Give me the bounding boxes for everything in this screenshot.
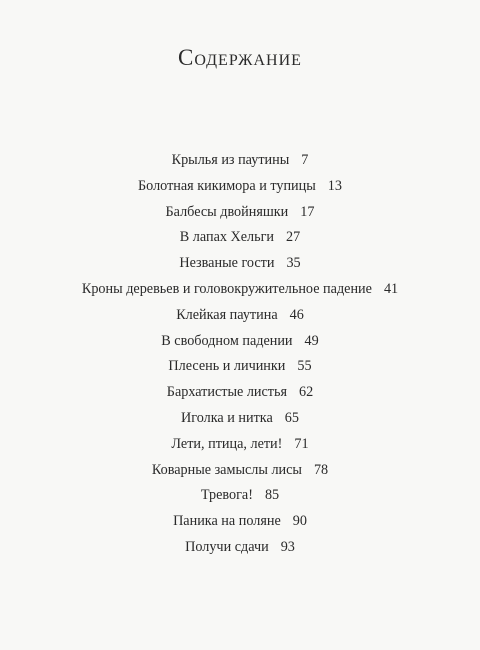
toc-entry-title: Тревога! xyxy=(200,487,253,504)
toc-entry xyxy=(0,251,480,277)
page-title: Содержание xyxy=(178,45,302,70)
toc-entry xyxy=(0,148,480,174)
toc-entry xyxy=(0,225,480,251)
toc-entry xyxy=(0,277,480,303)
toc-entry-title: Плесень и личинки xyxy=(168,358,286,375)
toc-entry xyxy=(0,174,480,200)
toc-entry-page: 41 xyxy=(383,280,399,297)
toc-entry-page: 17 xyxy=(300,203,315,220)
toc-entry-page: 78 xyxy=(313,461,329,478)
toc-entry xyxy=(0,483,480,509)
toc-entry-title: Лети, птица, лети! xyxy=(171,435,283,452)
toc-entry-title: В свободном падении xyxy=(161,332,293,349)
toc-entry-title: Болотная кикимора и тупицы xyxy=(138,177,316,194)
toc-entry xyxy=(0,200,480,226)
toc-entry-page: 85 xyxy=(264,487,280,504)
toc-entry-title: В лапах Хельги xyxy=(179,229,275,246)
toc-entry-page: 62 xyxy=(299,384,314,401)
toc-entry-page: 49 xyxy=(304,332,319,349)
toc-entry xyxy=(0,303,480,329)
toc-entry-title: Бархатистые листья xyxy=(166,384,288,401)
toc-entry-page: 46 xyxy=(289,306,304,323)
toc-entry xyxy=(0,535,480,561)
toc-entry-page: 93 xyxy=(280,538,295,555)
toc-entry-page: 35 xyxy=(286,255,301,272)
toc-entry-page: 55 xyxy=(297,358,312,375)
toc-entry-page: 65 xyxy=(284,409,299,426)
toc-entry-title: Незваные гости xyxy=(179,255,275,272)
toc-entry-title: Паника на поляне xyxy=(173,513,281,530)
toc-entry-title: Иголка и нитка xyxy=(181,409,273,426)
toc-entry-page: 7 xyxy=(301,152,309,168)
toc-entry xyxy=(0,509,480,535)
toc-entry-page: 27 xyxy=(286,229,301,246)
toc-entry-page: 71 xyxy=(294,435,309,452)
toc-entry xyxy=(0,406,480,432)
toc-entry xyxy=(0,329,480,355)
toc-entry-title: Балбесы двойняшки xyxy=(165,203,289,220)
toc-entry-page: 13 xyxy=(327,177,342,194)
toc-entry-title: Кроны деревьев и головокружительное падение xyxy=(81,280,372,297)
toc-entry-page: 90 xyxy=(292,513,307,530)
toc-entry-title: Коварные замыслы лисы xyxy=(151,461,302,478)
toc-entry-title: Крылья из паутины xyxy=(171,152,290,168)
toc-entry-title: Получи сдачи xyxy=(185,538,269,555)
toc-entry xyxy=(0,354,480,380)
toc-entry xyxy=(0,458,480,484)
toc-entry xyxy=(0,432,480,458)
table-of-contents xyxy=(0,148,480,561)
toc-entry-title: Клейкая паутина xyxy=(176,306,278,323)
toc-entry xyxy=(0,380,480,406)
